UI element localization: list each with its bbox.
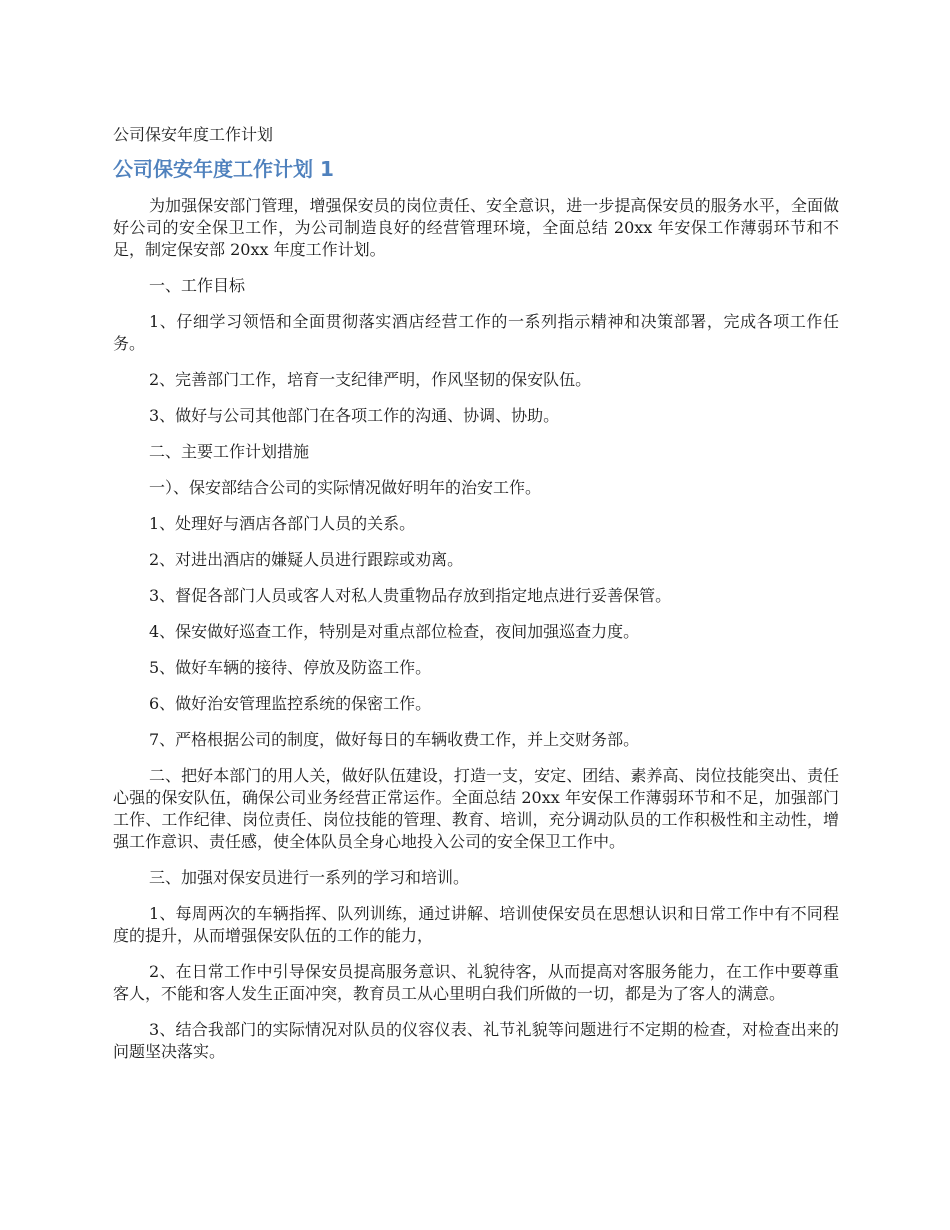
training-item-2: 2、在日常工作中引导保安员提高服务意识、礼貌待客，从而提高对客服务能力，在工作中要尊重客人，不能和客人发生正面冲突，教育员工从心里明白我们所做的一切，都是为了客人的满意。 bbox=[113, 962, 839, 1003]
training-item-3: 3、结合我部门的实际情况对队员的仪容仪表、礼节礼貌等问题进行不定期的检查，对检查出来的问题坚决落实。 bbox=[113, 1020, 839, 1061]
document-title: 公司保安年度工作计划 bbox=[113, 125, 274, 144]
team-building-paragraph: 二、把好本部门的用人关，做好队伍建设，打造一支，安定、团结、素养高、岗位技能突出、责任心强的保安队伍，确保公司业务经营正常运作。全面总结 20xx 年安保工作薄弱环节和不足，加强部门工作、工作纪律、岗位责任、岗位技能的管理、教育、培训，充分调动队员的工作积极性和主动性，增强工作意识、责任感，使全体队员全身心地投入公司的安全保卫工作中。 bbox=[113, 766, 839, 851]
intro-paragraph: 为加强保安部门管理，增强保安员的岗位责任、安全意识，进一步提高保安员的服务水平，全面做好公司的安全保卫工作，为公司制造良好的经营管理环境，全面总结 20xx 年安保工作薄弱环节和不足，制定保安部 20xx 年度工作计划。 bbox=[113, 196, 839, 259]
measure-item-2: 2、对进出酒店的嫌疑人员进行跟踪或劝离。 bbox=[149, 550, 464, 569]
goal-item-3: 3、做好与公司其他部门在各项工作的沟通、协调、协助。 bbox=[149, 406, 560, 425]
paragraph-list bbox=[113, 195, 839, 1063]
measure-item-3: 3、督促各部门人员或客人对私人贵重物品存放到指定地点进行妥善保管。 bbox=[149, 586, 672, 605]
goal-item-1: 1、仔细学习领悟和全面贯彻落实酒店经营工作的一系列指示精神和决策部署，完成各项工作任务。 bbox=[113, 312, 839, 353]
document-body bbox=[113, 123, 839, 1077]
training-item-1: 1、每周两次的车辆指挥、队列训练，通过讲解、培训使保安员在思想认识和日常工作中有不同程度的提升，从而增强保安队伍的工作的能力， bbox=[113, 904, 839, 945]
measure-item-1: 1、处理好与酒店各部门人员的关系。 bbox=[149, 514, 416, 533]
measure-item-7: 7、严格根据公司的制度，做好每日的车辆收费工作，并上交财务部。 bbox=[149, 730, 640, 749]
measure-item-4: 4、保安做好巡查工作，特别是对重点部位检查，夜间加强巡查力度。 bbox=[149, 622, 640, 641]
section-heading: 公司保安年度工作计划 1 bbox=[113, 157, 334, 181]
heading-training: 三、加强对保安员进行一系列的学习和培训。 bbox=[149, 868, 470, 887]
measure-item-6: 6、做好治安管理监控系统的保密工作。 bbox=[149, 694, 432, 713]
subheading-security-work: 一）、保安部结合公司的实际情况做好明年的治安工作。 bbox=[149, 478, 542, 497]
goal-item-2: 2、完善部门工作，培育一支纪律严明，作风坚韧的保安队伍。 bbox=[149, 370, 592, 389]
heading-work-goals: 一、工作目标 bbox=[149, 276, 246, 295]
heading-main-measures: 二、主要工作计划措施 bbox=[149, 442, 310, 461]
measure-item-5: 5、做好车辆的接待、停放及防盗工作。 bbox=[149, 658, 432, 677]
